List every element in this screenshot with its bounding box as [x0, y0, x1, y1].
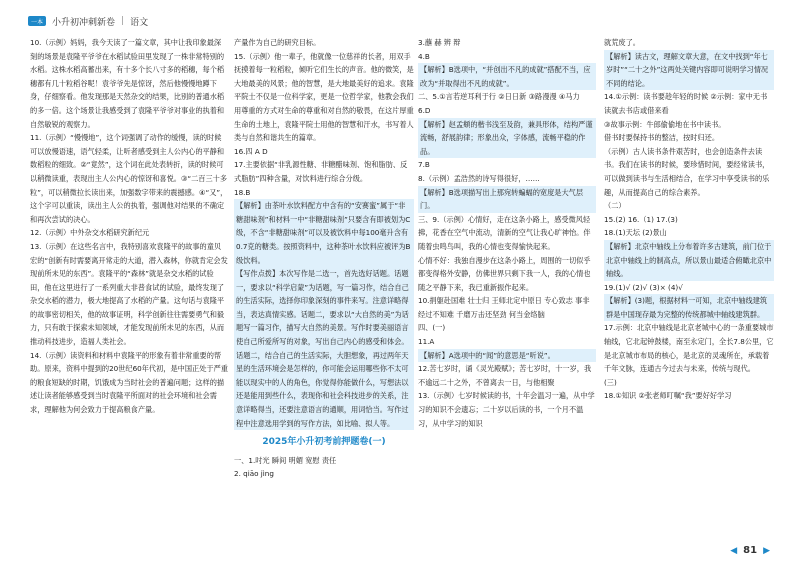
column-1	[30, 36, 228, 417]
answer-item: 10.捐躯赴国难 壮士归 王师北定中原日 专心致志 事非经过不知难 千磨万击还坚劲 何当金络脑	[418, 296, 590, 319]
answer-item: 一、1.吋光 瞬间 明媚 宽慰 责任	[234, 455, 337, 465]
answer-item: 14.①示例：读书要趁年轻的时候 ②示例：家中无书读就去书店或借来看	[604, 92, 768, 115]
answer-item: 18.(1)天坛 (2)景山	[604, 228, 667, 238]
analysis-note: 【解析】A选项中的“闻”的意思是“听说”。	[418, 349, 596, 363]
analysis-note: 【解析】北京中轴线上分布着许多古建筑，前门位于北京中轴线上的制高点，所以景山最适合俯瞰北京中轴线。	[604, 240, 774, 281]
answer-item: 产量作为自己的研究目标。	[234, 38, 321, 47]
series-title: 小升初冲刺新卷	[52, 17, 116, 28]
analysis-note: 【解析】(3)题，根据材料一可知，北京中轴线建筑群是中国现存最为完整的传统都城中轴线建筑群。	[604, 294, 774, 321]
answer-item: 16.四 A D	[234, 146, 268, 156]
answer-item: 18.①知识 ②张老师叮嘱“我”要好好学习	[604, 391, 732, 401]
answer-item: 12.（示例）中外杂交水稻研究新纪元	[30, 228, 150, 238]
analysis-note: 【解析】B选项中，“并创出不凡的成就”搭配不当，应改为“并取得出不凡的成就”。	[418, 63, 596, 90]
answer-item: 6.D	[418, 105, 431, 115]
answer-item: （二）	[604, 201, 626, 211]
answer-item: 2. qiāo jìng	[234, 469, 274, 479]
subject-title: 语文	[130, 17, 149, 28]
answer-item: 借书时要保持书的整洁，按时归还。	[604, 133, 720, 143]
exam-title: 2025年小升初考前押题卷(一)	[262, 437, 386, 448]
prev-arrow-icon[interactable]: ◀	[730, 545, 738, 556]
brand-logo: 一本	[28, 16, 46, 26]
answer-item: 19.(1)√ (2)√ (3)× (4)√	[604, 282, 683, 292]
answer-item: 就荒废了。	[604, 38, 640, 47]
answer-item: 10.（示例）妈妈，我今天读了一篇文章，其中让我印象最深刻的场景是袁隆平爷爷在水稻试验田里发现了一株非常特别的水稻。这株水稻高蓄出来，有十多个长八寸多的稻穗，每个稻穗都有几十粒稻谷呢！袁爷爷先是惊讶，然后他慢慢地蹲下身，仔细察看。他发现那是天然杂交的结果，比别的普通水稻的多一倍。这个场景让我感受到了袁隆平爷爷对事业的执着和自然敏锐的观察力。	[30, 38, 225, 129]
answer-item: 11.A	[418, 337, 435, 347]
next-arrow-icon[interactable]: ▶	[763, 545, 770, 556]
column-4	[604, 36, 774, 403]
analysis-note: 【解析】赵孟頫的楷书浅至及韵，兼具形体，结构严谨流畅，舒展韵律；形象出众，字体感，流畅平稳的作品。	[418, 118, 596, 159]
answer-item: 心情不好：我独自漫步在这条小路上，周围的一切似乎都变得格外安静，仿佛世界只剩下我一人，我的心情也随之平静下来，我已重新振作起来。	[418, 255, 591, 292]
column-2	[234, 36, 414, 481]
answer-item: 4.B	[418, 51, 430, 61]
answer-item: 15.(2) 16.（1) 17.(3)	[604, 214, 678, 224]
answer-item: 17.示例：北京中轴线是北京老城中心的一条重要城市轴线，它北起钟鼓楼，南至永定门，全长7.8公里，它是北京城市布局的核心，是北京的灵魂所在，承载着千年文脉，连通古今过去与未来，传统与现代。	[604, 323, 774, 374]
answer-item: 13.（示例）在这些名言中，我特别喜欢袁隆平的故事的童贝宏的“创新有时需要离开常走的大道，潜入森林，你就肯定会发现前所未见的东西”。袁隆平的“森林”就是杂交水稻的试验田，他在这里进行了一系列重大非普食试的试验，最终发现了杂交水稻的潜力，极大地提高了水稻的产量。这句话与袁隆平的故事密切相关，他的故事证明，科学创新往往需要勇气和毅力，只有敢于探索未知领域，才能发现前所未见的东西，从而推动科技进步，造福人类社会。	[30, 241, 228, 347]
answer-item: (三)	[604, 377, 617, 387]
answer-item: 8.（示例）孟浩然的诗写得很好，……	[418, 173, 540, 183]
analysis-note: 【解析】由茶叶水饮料配方中含有的“安赛蜜”属于“非糖甜味剂”和材料一中“非糖甜味剂”只要含有即被划为C级，不含“非糖甜味剂”可以及被饮料中每100毫升含有0.7克的糖类。按照资料中，这种茶叶水饮料应被评为B级饮料。	[234, 199, 414, 267]
writing-tip-2: 话题二，结合自己的生活实际，大胆想象，再过两年天星的生活环境会是怎样的，你可能会运用哪些你不太可能以现实中的人的角色，你觉得你能做什么，写想法以还是能用到些什么，表现你和社会科技进步的关系，注意详略得当，还要注意语言的通顺，用词恰当。写作过程中注意选用学到的写作方法，如比喻、拟人等。	[234, 349, 414, 431]
analysis-note: 【解析】B选项描写出上那宛转蝙蝠的宽度是大气层门。	[418, 186, 596, 213]
answer-item: 7.B	[418, 160, 430, 170]
answer-item: 15.（示例）他一辈子，他就像一位慈祥的长者，用双手抚摸着每一粒稻粒，倾听它们生长的声音。他的微笑，是大地最美的风景；他的智慧，是大地最美好的追求。袁隆平院士不仅是一位科学家，更是一位哲学家，他教会我们用尊重的方式对生命的尊重和对自然的敬畏，在这片厚重生命的土地上，袁隆平院士用他的智慧和汗水，书写着人类与自然和谐共生的篇章。	[234, 51, 414, 143]
answer-item: 18.B	[234, 187, 251, 197]
answer-item: 13.（示例）七岁时候读的书，十年会温习一遍，从中学习的知识不会遗忘；二十岁以后读的书，一个月不温习，从中学习的知识	[418, 391, 595, 428]
answer-item: 二、5.①言若逆耳利于行 ②日日新 ③路漫漫 ④马力	[418, 92, 580, 102]
answer-item: 11.（示例）“慢慢地”，这个词强调了动作的缓慢，读的时候可以放慢语速，语气轻柔，让听者感受到主人公内心的平静和数稻粒的细致。②“竟然”，这个词在此处表转折，读的时候可以稍微读重，表现出主人公内心的惊讶和喜悦。③“二百三十多粒”，可以稍微拉长读出来，加强数字带来的震撼感。④“又”，这个字可以重读，读出主人公的执着，强调他对结果的不确定和再次尝试的决心。	[30, 133, 228, 224]
answer-item: 四、(一)	[418, 323, 446, 333]
header-divider: |	[121, 16, 125, 26]
answer-item: 12.苦七岁时，诵《灵光殿赋》；苦七岁时，十一岁，我不逾远二十之外，不曾离去一日，与他相聚	[418, 364, 592, 387]
answer-item: 17.主要依据“非乳源性糖、非糖醋味剂、饱和脂肪、反式脂肪”四种含量，对饮料进行综合分级。	[234, 160, 408, 183]
answer-item: ③故事示例：牛郎偷偷地在书中读书。	[604, 119, 726, 129]
page-number-text: 81	[743, 545, 758, 556]
answer-item: 三、9.（示例）心情好，走在这条小路上，感受微风轻拂，花香在空气中流动，清新的空气让我心旷神怡。伴随着虫鸣鸟叫，我的心情也变得愉快起来。	[418, 214, 591, 251]
answer-item: （示例）古人读书条件艰苦时，也会创造条件去读书。我们在读书的时候，要珍惜时间，要经常读书，可以做到读书与生活相结合，在学习中享受读书的乐趣，从而提高自己的综合素养。	[604, 146, 770, 197]
writing-tip: 【写作点拨】本次写作是二选一，首先选好话题。话题一，要求以“科学启蒙”为话题，写一篇习作，结合自己的生活实际，选择你印象深刻的事件来写。注意详略得当，表达真情实感。话题二，要求以“大自然的美”为话题写一篇习作，描写大自然的美景。写作时要美丽语言使自己所爱所写的对象，写出自己内心的感受和体会。	[234, 267, 414, 349]
page-number	[730, 545, 770, 556]
page-header	[28, 14, 148, 28]
answer-item: 14.（示例）读资料和材料中袁隆平的形象有着非常重要的帮助。原来，资料中提到的20世纪60年代初，是中国正处于严重的粮食短缺的时期，饥饿成为当时社会的普遍问题；这样的描述让读者能够感受到当时袁隆平所面对的社会环境和社会需求，理解他为何会致力于提高粮食产量。	[30, 350, 228, 415]
answer-item: 3.蘸 赫 辨 辩	[418, 38, 461, 47]
analysis-note: 【解析】读古文，理解文章大意，在文中找到“年七岁时”“二十之外”这两处关键内容即可说明学习情况不同的结论。	[604, 50, 774, 91]
column-3	[418, 36, 596, 430]
